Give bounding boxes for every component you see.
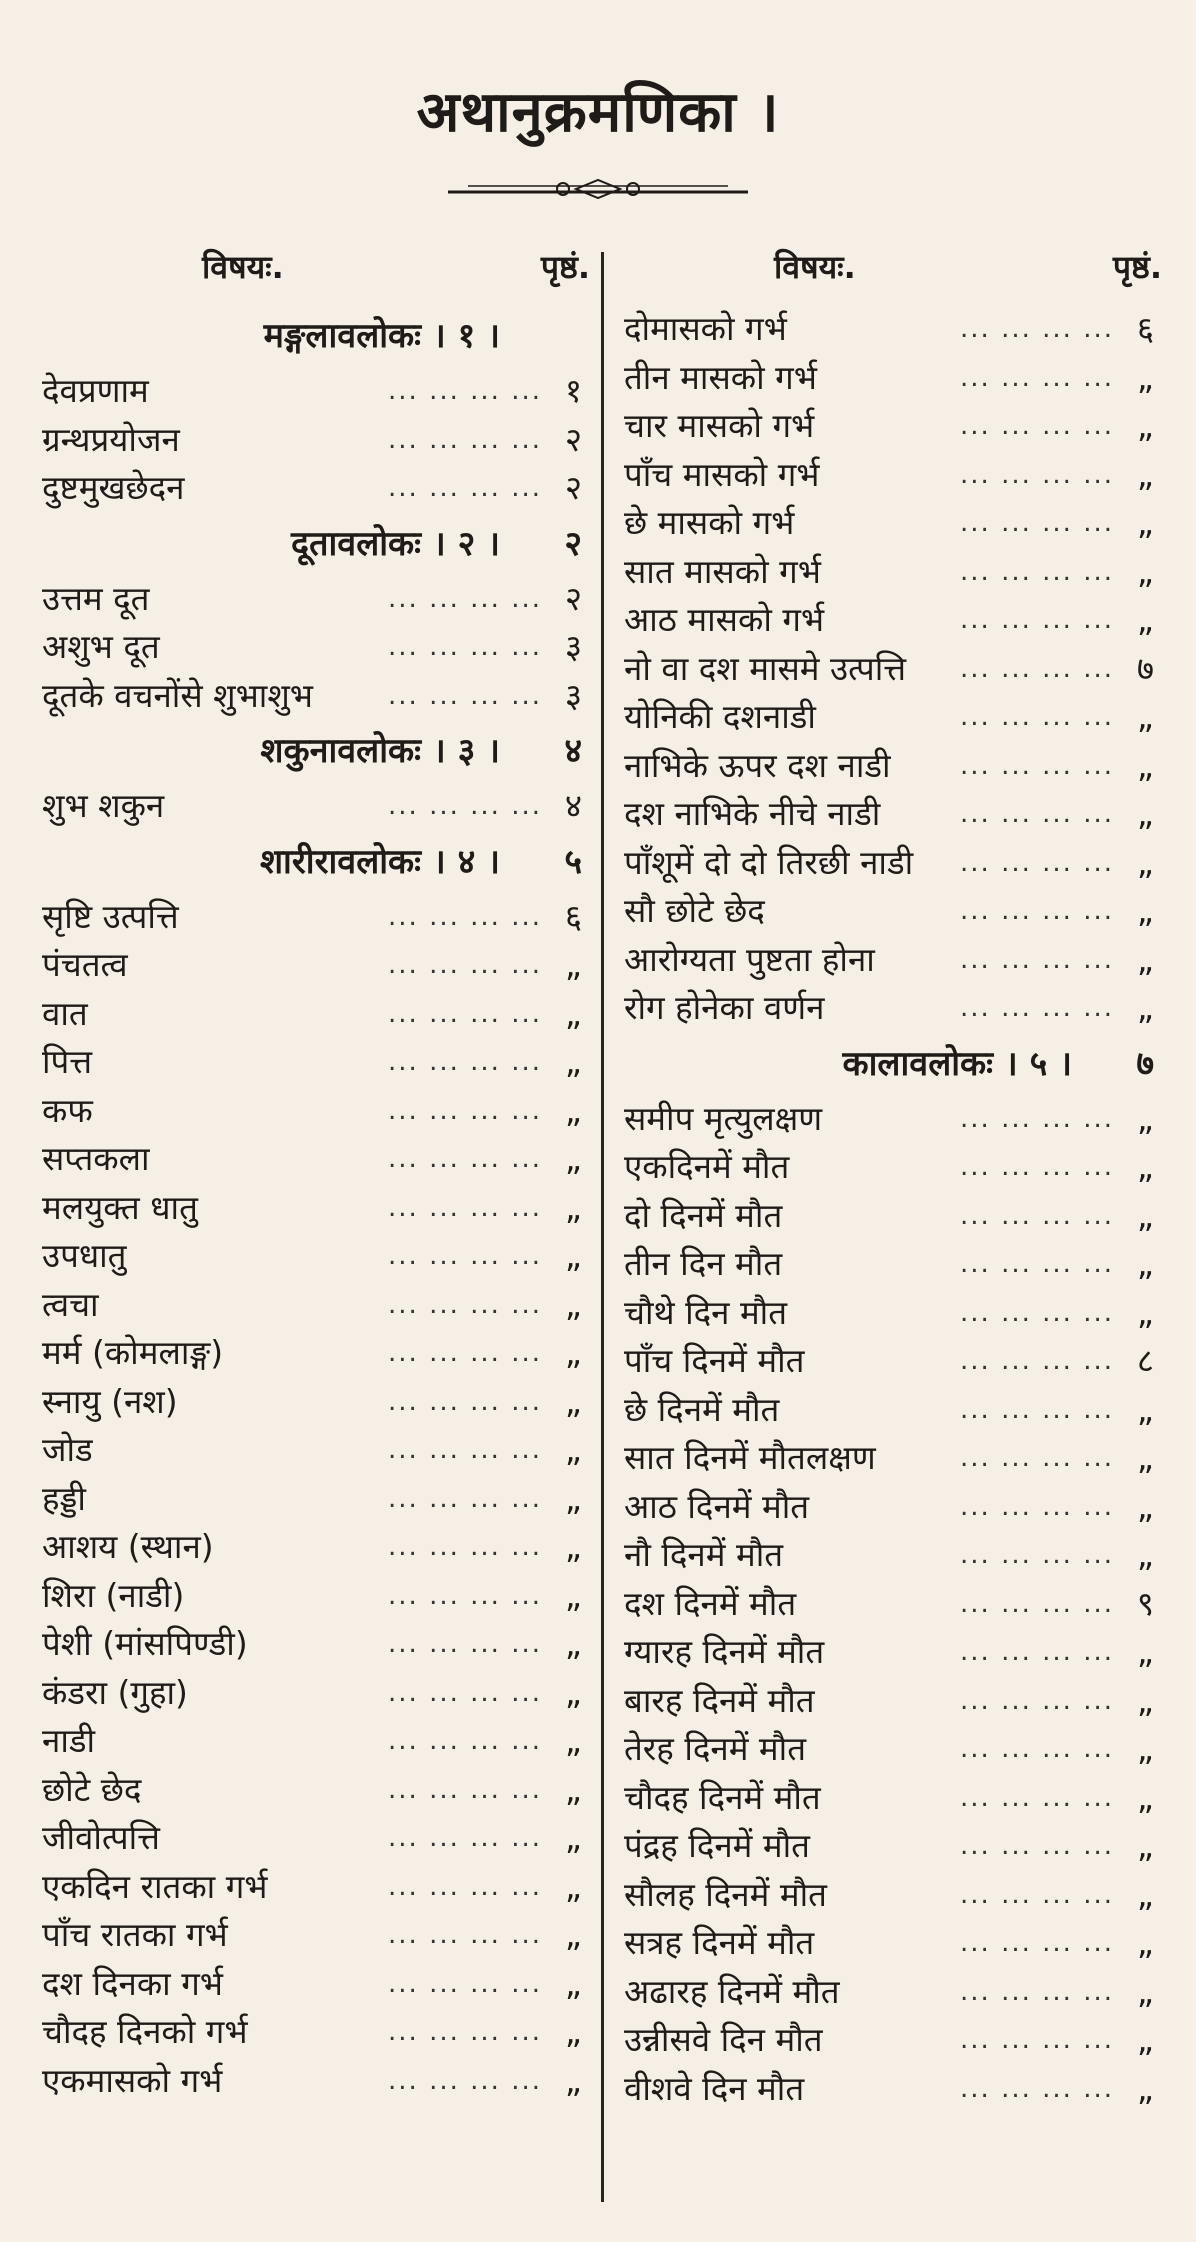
dot-leader: ... ... ... ... <box>388 424 542 455</box>
entry-page-number: „ <box>564 1430 582 1469</box>
toc-entry <box>42 2057 590 2106</box>
left-entries <box>42 305 590 2105</box>
dot-leader: ... ... ... ... <box>960 750 1114 781</box>
entry-page-number: „ <box>1136 794 1154 833</box>
entry-page-number: „ <box>564 945 582 984</box>
entry-page-number: „ <box>564 1333 582 1372</box>
entry-page-number: „ <box>564 1236 582 1275</box>
dot-leader: ... ... ... ... <box>960 1394 1114 1425</box>
entry-page-number: „ <box>1136 1729 1154 1768</box>
dot-leader: ... ... ... ... <box>388 1629 542 1659</box>
entry-label: चौदह दिनमें मौत <box>624 1777 821 1817</box>
entry-label: चौदह दिनको गर्भ <box>42 2012 248 2051</box>
entry-page-number: „ <box>564 2060 582 2100</box>
toc-entry <box>624 596 1162 645</box>
entry-label: शुभ शकुन <box>42 786 165 825</box>
dot-leader: ... ... ... ... <box>388 2065 542 2096</box>
toc-entry <box>42 1135 590 1184</box>
left-column-header <box>42 245 590 305</box>
entry-page-number: „ <box>1136 1244 1154 1283</box>
dot-leader: ... ... ... ... <box>960 508 1114 538</box>
dot-leader: ... ... ... ... <box>960 1637 1114 1667</box>
entry-page-number: „ <box>1136 1535 1154 1574</box>
entry-page-number: ७ <box>1136 648 1154 688</box>
entry-page-number: १ <box>564 371 582 410</box>
entry-page-number: „ <box>1136 697 1154 736</box>
dot-leader: ... ... ... ... <box>960 2025 1114 2055</box>
entry-label: एकमासको गर्भ <box>42 2060 223 2100</box>
entry-label: बारह दिनमें मौत <box>624 1680 815 1720</box>
section-title: कालावलोकः । ५ । <box>842 1043 1072 1084</box>
entry-label: उपधातु <box>42 1236 127 1275</box>
entry-label: दश दिनका गर्भ <box>42 1963 223 2003</box>
entry-page-number: ५ <box>564 841 582 882</box>
entry-page-number: „ <box>564 1818 582 1857</box>
dot-leader: ... ... ... ... <box>388 791 542 821</box>
entry-page-number: „ <box>564 1624 582 1663</box>
entry-label: छे मासको गर्भ <box>624 503 795 542</box>
dot-leader: ... ... ... ... <box>960 2073 1114 2104</box>
dot-leader: ... ... ... ... <box>388 1823 542 1853</box>
entry-label: चौथे दिन मौत <box>624 1292 788 1332</box>
entry-label: आशय (स्थान) <box>42 1527 214 1566</box>
dot-leader: ... ... ... ... <box>960 1297 1114 1328</box>
toc-entry <box>624 1192 1162 1241</box>
toc-entry <box>624 402 1162 451</box>
toc-entry <box>42 367 590 416</box>
toc-entry <box>624 1337 1162 1386</box>
toc-entry <box>624 305 1162 354</box>
toc-entry <box>624 1580 1162 1629</box>
toc-entry <box>42 782 590 831</box>
dot-leader: ... ... ... ... <box>960 362 1114 393</box>
toc-entry <box>42 1426 590 1475</box>
entry-page-number: ३ <box>564 627 582 666</box>
entry-page-number: „ <box>1136 988 1154 1027</box>
entry-page-number: „ <box>1136 745 1154 785</box>
page-heading: पृष्ठं. <box>1112 248 1162 286</box>
entry-page-number: „ <box>564 1575 582 1615</box>
entry-label: पंचतत्व <box>42 945 128 984</box>
entry-page-number: „ <box>1136 1389 1154 1429</box>
entry-page-number: „ <box>564 1527 582 1566</box>
dot-leader: ... ... ... ... <box>388 998 542 1029</box>
left-column <box>42 245 590 2105</box>
section-title: शकुनावलोकः । ३ । <box>260 731 500 771</box>
dot-leader: ... ... ... ... <box>960 1346 1114 1376</box>
dot-leader: ... ... ... ... <box>960 1540 1114 1570</box>
toc-entry <box>42 1620 590 1669</box>
dot-leader: ... ... ... ... <box>960 556 1114 587</box>
dot-leader: ... ... ... ... <box>388 1095 542 1126</box>
toc-entry <box>624 1483 1162 1532</box>
entry-label: वात <box>42 993 88 1033</box>
entry-page-number: „ <box>564 1866 582 1906</box>
toc-entry <box>624 1774 1162 1823</box>
subject-heading: विषयः. <box>202 248 284 286</box>
entry-label: नौ दिनमें मौत <box>624 1535 784 1574</box>
toc-entry <box>42 1232 590 1281</box>
entry-label: पंद्रह दिनमें मौत <box>624 1826 810 1865</box>
entry-page-number: „ <box>564 1963 582 2003</box>
dot-leader: ... ... ... ... <box>960 1491 1114 1522</box>
entry-page-number: „ <box>1136 1486 1154 1526</box>
toc-entry <box>42 464 590 513</box>
entry-page-number: ३ <box>564 675 582 715</box>
entry-page-number: „ <box>1136 1438 1154 1477</box>
toc-entry <box>42 1329 590 1378</box>
entry-page-number: ६ <box>564 896 582 936</box>
dot-leader: ... ... ... ... <box>388 1047 542 1077</box>
column-divider <box>601 252 604 2202</box>
entry-page-number: „ <box>564 1721 582 1760</box>
toc-entry <box>624 1240 1162 1289</box>
entry-page-number: „ <box>1136 357 1154 397</box>
dot-leader: ... ... ... ... <box>388 1726 542 1756</box>
toc-entry <box>42 1863 590 1912</box>
dot-leader: ... ... ... ... <box>388 901 542 932</box>
entry-label: मर्म (कोमलाङ्ग) <box>42 1333 224 1372</box>
dot-leader: ... ... ... ... <box>960 799 1114 829</box>
toc-entry <box>42 1911 590 1960</box>
section-title: शारीरावलोकः । ४ । <box>259 841 500 882</box>
entry-label: दूतके वचनोंसे शुभाशुभ <box>42 675 313 715</box>
dot-leader: ... ... ... ... <box>388 1871 542 1902</box>
entry-page-number: „ <box>1136 1923 1154 1962</box>
entry-page-number: „ <box>1136 503 1154 542</box>
dot-leader: ... ... ... ... <box>388 1677 542 1708</box>
entry-label: आरोग्यता पुष्टता होना <box>624 939 875 979</box>
entry-page-number: ६ <box>1136 309 1154 348</box>
entry-label: दश नाभिके नीचे नाडी <box>624 794 881 833</box>
toc-entry <box>624 1822 1162 1871</box>
toc-entry <box>624 1386 1162 1435</box>
dot-leader: ... ... ... ... <box>388 1386 542 1417</box>
entry-label: दुष्टमुखछेदन <box>42 468 185 507</box>
entry-label: सात दिनमें मौतलक्षण <box>624 1438 876 1477</box>
entry-label: कफ <box>42 1090 93 1130</box>
toc-entry <box>624 790 1162 839</box>
toc-entry <box>624 451 1162 500</box>
dot-leader: ... ... ... ... <box>960 653 1114 684</box>
entry-label: जीवोत्पत्ति <box>42 1818 160 1857</box>
toc-entry <box>624 693 1162 742</box>
entry-label: शिरा (नाडी) <box>42 1575 185 1615</box>
toc-entry <box>42 893 590 942</box>
toc-entry <box>624 1871 1162 1920</box>
page-heading: पृष्ठं. <box>540 248 590 286</box>
toc-entry <box>624 936 1162 985</box>
entry-label: नाडी <box>42 1721 96 1760</box>
entry-page-number: ९ <box>1136 1583 1154 1623</box>
entry-label: एकदिनमें मौत <box>624 1147 790 1186</box>
dot-leader: ... ... ... ... <box>960 847 1114 878</box>
section-heading <box>42 513 590 575</box>
right-column <box>624 245 1162 2113</box>
entry-page-number: „ <box>1136 1195 1154 1235</box>
entry-page-number: „ <box>564 1042 582 1081</box>
section-title: मङ्गलावलोकः । १ । <box>263 316 500 356</box>
entry-page-number: „ <box>564 1769 582 1809</box>
entry-page-number: „ <box>1136 600 1154 639</box>
entry-page-number: „ <box>1136 2020 1154 2059</box>
entry-page-number: „ <box>564 1139 582 1178</box>
entry-label: दो दिनमें मौत <box>624 1195 783 1235</box>
entry-page-number: „ <box>1136 842 1154 882</box>
entry-page-number: २ <box>564 578 582 618</box>
entry-label: सौलह दिनमें मौत <box>624 1874 827 1914</box>
entry-label: पाँशूमें दो दो तिरछी नाडी <box>624 842 914 882</box>
dot-leader: ... ... ... ... <box>960 1249 1114 1279</box>
toc-entry <box>42 1087 590 1136</box>
ornament-divider-icon <box>448 172 748 212</box>
dot-leader: ... ... ... ... <box>960 1200 1114 1231</box>
entry-page-number: „ <box>1136 1971 1154 2011</box>
entry-page-number: „ <box>564 2012 582 2051</box>
entry-label: स्नायु (नश) <box>42 1381 178 1421</box>
toc-entry <box>624 1628 1162 1677</box>
entry-page-number: ७ <box>1136 1043 1154 1084</box>
dot-leader: ... ... ... ... <box>960 1976 1114 2007</box>
entry-page-number: „ <box>1136 1632 1154 1671</box>
dot-leader: ... ... ... ... <box>388 680 542 711</box>
entry-label: छे दिनमें मौत <box>624 1389 780 1429</box>
dot-leader: ... ... ... ... <box>388 2017 542 2047</box>
dot-leader: ... ... ... ... <box>388 1289 542 1320</box>
dot-leader: ... ... ... ... <box>960 1734 1114 1764</box>
entry-page-number: „ <box>564 1090 582 1130</box>
section-heading <box>624 1033 1162 1095</box>
toc-entry <box>624 645 1162 694</box>
toc-entry <box>42 416 590 465</box>
entry-label: एकदिन रातका गर्भ <box>42 1866 268 1906</box>
entry-label: नो वा दश मासमे उत्पत्ति <box>624 648 907 688</box>
entry-label: दोमासको गर्भ <box>624 309 787 348</box>
entry-label: सत्रह दिनमें मौत <box>624 1923 815 1962</box>
entry-label: रोग होनेका वर्णन <box>624 988 825 1027</box>
toc-entry <box>42 1184 590 1233</box>
dot-leader: ... ... ... ... <box>388 583 542 614</box>
toc-entry <box>42 1766 590 1815</box>
toc-entry <box>42 1669 590 1718</box>
entry-page-number: „ <box>1136 891 1154 930</box>
section-heading <box>42 305 590 367</box>
toc-entry <box>624 354 1162 403</box>
entry-page-number: „ <box>1136 406 1154 445</box>
dot-leader: ... ... ... ... <box>388 1144 542 1174</box>
entry-label: मलयुक्त धातु <box>42 1187 198 1227</box>
entry-page-number: „ <box>1136 1826 1154 1865</box>
entry-label: उत्तम दूत <box>42 578 150 618</box>
entry-page-number: „ <box>564 1187 582 1227</box>
dot-leader: ... ... ... ... <box>388 1483 542 1514</box>
entry-page-number: २ <box>564 419 582 459</box>
toc-entry <box>624 499 1162 548</box>
entry-label: सौ छोटे छेद <box>624 891 765 930</box>
entry-label: तीन मासको गर्भ <box>624 357 817 397</box>
entry-label: आठ मासको गर्भ <box>624 600 825 639</box>
dot-leader: ... ... ... ... <box>388 473 542 503</box>
entry-label: ग्यारह दिनमें मौत <box>624 1632 825 1671</box>
toc-entry <box>624 839 1162 888</box>
entry-label: छोटे छेद <box>42 1769 142 1809</box>
toc-entry <box>42 1281 590 1330</box>
entry-label: नाभिके ऊपर दश नाडी <box>624 745 891 785</box>
dot-leader: ... ... ... ... <box>960 605 1114 635</box>
dot-leader: ... ... ... ... <box>388 632 542 662</box>
dot-leader: ... ... ... ... <box>960 1443 1114 1473</box>
entry-label: कंडरा (गुहा) <box>42 1672 188 1712</box>
dot-leader: ... ... ... ... <box>388 1338 542 1368</box>
dot-leader: ... ... ... ... <box>388 1580 542 1611</box>
toc-entry <box>42 1378 590 1427</box>
dot-leader: ... ... ... ... <box>960 1588 1114 1619</box>
entry-page-number: ८ <box>1136 1341 1154 1380</box>
entry-page-number: „ <box>564 1381 582 1421</box>
entry-page-number: „ <box>1136 1098 1154 1138</box>
dot-leader: ... ... ... ... <box>960 1685 1114 1716</box>
dot-leader: ... ... ... ... <box>388 376 542 406</box>
toc-entry <box>42 941 590 990</box>
entry-page-number: „ <box>564 1672 582 1712</box>
dot-leader: ... ... ... ... <box>960 314 1114 344</box>
dot-leader: ... ... ... ... <box>960 993 1114 1023</box>
entry-label: सात मासको गर्भ <box>624 551 821 591</box>
entry-label: अढारह दिनमें मौत <box>624 1971 840 2011</box>
page-title: अथानुक्रमणिका । <box>416 80 780 145</box>
entry-page-number: २ <box>564 523 582 564</box>
entry-label: जोड <box>42 1430 93 1469</box>
dot-leader: ... ... ... ... <box>960 1831 1114 1861</box>
entry-label: समीप मृत्युलक्षण <box>624 1098 823 1138</box>
dot-leader: ... ... ... ... <box>960 459 1114 490</box>
dot-leader: ... ... ... ... <box>388 1192 542 1223</box>
toc-entry <box>624 1095 1162 1144</box>
entry-page-number: „ <box>1136 1874 1154 1914</box>
dot-leader: ... ... ... ... <box>960 1152 1114 1182</box>
toc-entry <box>624 1725 1162 1774</box>
section-heading <box>42 720 590 782</box>
right-column-header <box>624 245 1162 305</box>
entry-page-number: २ <box>564 468 582 507</box>
entry-label: चार मासको गर्भ <box>624 406 815 445</box>
entry-label: त्वचा <box>42 1284 99 1324</box>
toc-entry <box>624 548 1162 597</box>
right-entries <box>624 305 1162 2113</box>
entry-label: ग्रन्थप्रयोजन <box>42 419 180 459</box>
dot-leader: ... ... ... ... <box>388 1532 542 1562</box>
entry-page-number: „ <box>564 1478 582 1518</box>
entry-page-number: „ <box>1136 939 1154 979</box>
toc-entry <box>624 1968 1162 2017</box>
entry-page-number: ४ <box>564 731 582 771</box>
entry-page-number: „ <box>1136 2068 1154 2108</box>
entry-page-number: „ <box>564 1284 582 1324</box>
toc-entry <box>624 1434 1162 1483</box>
subject-heading: विषयः. <box>774 248 856 286</box>
toc-entry <box>42 990 590 1039</box>
toc-entry <box>624 887 1162 936</box>
entry-label: योनिकी दशनाडी <box>624 697 816 736</box>
dot-leader: ... ... ... ... <box>960 1782 1114 1813</box>
entry-label: सृष्टि उत्पत्ति <box>42 896 179 936</box>
entry-label: आठ दिनमें मौत <box>624 1486 810 1526</box>
toc-entry <box>624 1919 1162 1968</box>
entry-label: दश दिनमें मौत <box>624 1583 797 1623</box>
toc-entry <box>42 1038 590 1087</box>
toc-entry <box>624 2016 1162 2065</box>
toc-entry <box>42 1475 590 1524</box>
section-heading <box>42 831 590 893</box>
entry-label: पाँच मासको गर्भ <box>624 454 820 494</box>
dot-leader: ... ... ... ... <box>960 944 1114 975</box>
entry-page-number: „ <box>1136 1680 1154 1720</box>
entry-label: पाँच दिनमें मौत <box>624 1341 805 1380</box>
entry-page-number: „ <box>1136 551 1154 591</box>
toc-entry <box>624 984 1162 1033</box>
dot-leader: ... ... ... ... <box>388 1435 542 1465</box>
toc-entry <box>42 1814 590 1863</box>
dot-leader: ... ... ... ... <box>388 1241 542 1271</box>
toc-entry <box>42 2008 590 2057</box>
entry-label: पाँच रातका गर्भ <box>42 1915 228 1954</box>
dot-leader: ... ... ... ... <box>960 1103 1114 1134</box>
entry-page-number: „ <box>564 1915 582 1954</box>
toc-entry <box>624 1143 1162 1192</box>
dot-leader: ... ... ... ... <box>388 1774 542 1805</box>
dot-leader: ... ... ... ... <box>960 1928 1114 1958</box>
entry-page-number: „ <box>1136 1147 1154 1186</box>
dot-leader: ... ... ... ... <box>960 896 1114 926</box>
entry-label: अशुभ दूत <box>42 627 160 666</box>
entry-page-number: „ <box>564 993 582 1033</box>
entry-page-number: ४ <box>564 786 582 825</box>
toc-entry <box>42 1717 590 1766</box>
toc-entry <box>42 623 590 672</box>
toc-entry <box>42 575 590 624</box>
dot-leader: ... ... ... ... <box>388 950 542 980</box>
entry-label: तेरह दिनमें मौत <box>624 1729 807 1768</box>
entry-label: पित्त <box>42 1042 93 1081</box>
entry-label: हड्डी <box>42 1478 86 1518</box>
entry-label: वीशवे दिन मौत <box>624 2068 805 2108</box>
entry-label: सप्तकला <box>42 1139 150 1178</box>
toc-entry <box>42 1960 590 2009</box>
dot-leader: ... ... ... ... <box>960 1879 1114 1910</box>
dot-leader: ... ... ... ... <box>960 702 1114 732</box>
entry-label: देवप्रणाम <box>42 371 149 410</box>
toc-entry <box>42 1572 590 1621</box>
toc-entry <box>624 742 1162 791</box>
dot-leader: ... ... ... ... <box>388 1920 542 1950</box>
toc-entry <box>624 1677 1162 1726</box>
toc-entry <box>624 1531 1162 1580</box>
toc-entry <box>624 2065 1162 2114</box>
dot-leader: ... ... ... ... <box>960 411 1114 441</box>
toc-entry <box>624 1289 1162 1338</box>
dot-leader: ... ... ... ... <box>388 1968 542 1999</box>
entry-label: तीन दिन मौत <box>624 1244 783 1283</box>
entry-page-number: „ <box>1136 1292 1154 1332</box>
section-title: दूतावलोकः । २ । <box>291 523 500 564</box>
toc-entry <box>42 672 590 721</box>
toc-entry <box>42 1523 590 1572</box>
entry-label: उन्नीसवे दिन मौत <box>624 2020 823 2059</box>
entry-page-number: „ <box>1136 1777 1154 1817</box>
entry-page-number: „ <box>1136 454 1154 494</box>
entry-label: पेशी (मांसपिण्डी) <box>42 1624 248 1663</box>
